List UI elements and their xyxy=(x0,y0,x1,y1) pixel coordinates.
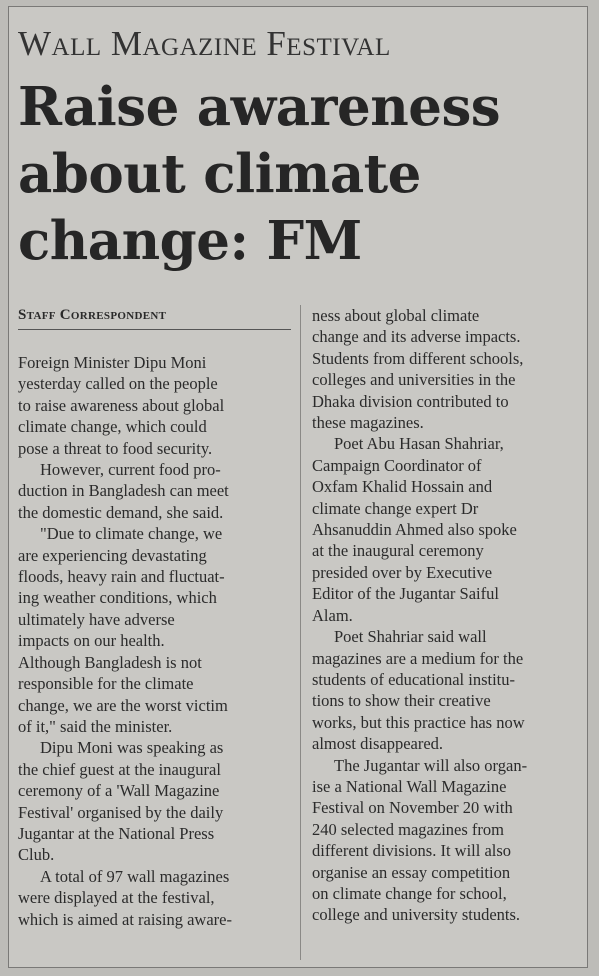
text-line: presided over by Executive xyxy=(312,562,493,582)
text-line: Ahsanuddin Ahmed also spoke xyxy=(312,520,517,540)
text-line: are experiencing devastating xyxy=(18,545,207,565)
text-line: climate change, which could xyxy=(18,417,207,437)
text-line: these magazines. xyxy=(312,413,424,433)
headline-line: Raise awareness xyxy=(18,76,501,138)
text-line: magazines are a medium for the xyxy=(312,648,524,668)
text-line: Poet Abu Hasan Shahriar, xyxy=(334,434,504,454)
text-line: The Jugantar will also organ- xyxy=(334,755,528,775)
text-line: almost disappeared. xyxy=(312,734,444,754)
text-line: Although Bangladesh is not xyxy=(18,652,202,672)
text-line: of it," said the minister. xyxy=(18,716,173,736)
text-line: ceremony of a 'Wall Magazine xyxy=(18,781,220,801)
text-line: "Due to climate change, we xyxy=(40,524,223,544)
text-line: Campaign Coordinator of xyxy=(312,455,482,475)
text-line: Poet Shahriar said wall xyxy=(334,627,487,647)
text-line: However, current food pro- xyxy=(40,460,221,480)
section-kicker: Wall Magazine Festival xyxy=(18,24,391,63)
column-divider xyxy=(300,305,301,960)
text-line: to raise awareness about global xyxy=(18,395,225,415)
byline: Staff Correspondent xyxy=(18,307,291,330)
text-line: Festival on November 20 with xyxy=(312,798,513,818)
text-line: responsible for the climate xyxy=(18,674,194,694)
text-line: the domestic demand, she said. xyxy=(18,502,224,522)
text-line: 240 selected magazines from xyxy=(312,819,504,839)
text-line: Alam. xyxy=(312,605,353,625)
text-line: were displayed at the festival, xyxy=(18,888,215,908)
text-line: the chief guest at the inaugural xyxy=(18,759,221,779)
text-line: change and its adverse impacts. xyxy=(312,327,521,347)
text-line: at the inaugural ceremony xyxy=(312,541,484,561)
text-line: climate change expert Dr xyxy=(312,498,479,518)
text-line: ise a National Wall Magazine xyxy=(312,776,507,796)
text-line: students of educational institu- xyxy=(312,669,516,689)
headline-line: change: FM xyxy=(18,210,362,272)
text-line: Editor of the Jugantar Saiful xyxy=(312,584,499,604)
text-line: tions to show their creative xyxy=(312,691,491,711)
text-line: duction in Bangladesh can meet xyxy=(18,481,229,501)
text-line: Jugantar at the National Press xyxy=(18,823,215,843)
headline xyxy=(18,74,588,275)
text-line: Club. xyxy=(18,845,55,865)
text-line: Festival' organised by the daily xyxy=(18,802,224,822)
text-line: yesterday called on the people xyxy=(18,374,218,394)
text-line: organise an essay competition xyxy=(312,862,511,882)
text-line: pose a threat to food security. xyxy=(18,438,213,458)
text-line: college and university students. xyxy=(312,905,521,925)
text-line: Dhaka division contributed to xyxy=(312,391,509,411)
text-line: ness about global climate xyxy=(312,306,480,325)
left-column xyxy=(18,352,290,930)
text-line: change, we are the worst victim xyxy=(18,695,228,715)
text-line: Students from different schools, xyxy=(312,348,524,368)
text-line: ing weather conditions, which xyxy=(18,588,217,608)
text-line: impacts on our health. xyxy=(18,631,165,651)
text-line: floods, heavy rain and fluctuat- xyxy=(18,567,225,587)
text-line: Oxfam Khalid Hossain and xyxy=(312,477,493,497)
right-column xyxy=(312,305,584,926)
text-line: A total of 97 wall magazines xyxy=(40,866,230,886)
text-line: which is aimed at raising aware- xyxy=(18,909,232,929)
headline-line: about climate xyxy=(18,143,421,205)
text-line: colleges and universities in the xyxy=(312,370,516,390)
text-line: on climate change for school, xyxy=(312,883,507,903)
text-line: Dipu Moni was speaking as xyxy=(40,738,224,758)
text-line: different divisions. It will also xyxy=(312,841,512,861)
text-line: ultimately have adverse xyxy=(18,609,175,629)
text-line: Foreign Minister Dipu Moni xyxy=(18,353,207,372)
text-line: works, but this practice has now xyxy=(312,712,525,732)
